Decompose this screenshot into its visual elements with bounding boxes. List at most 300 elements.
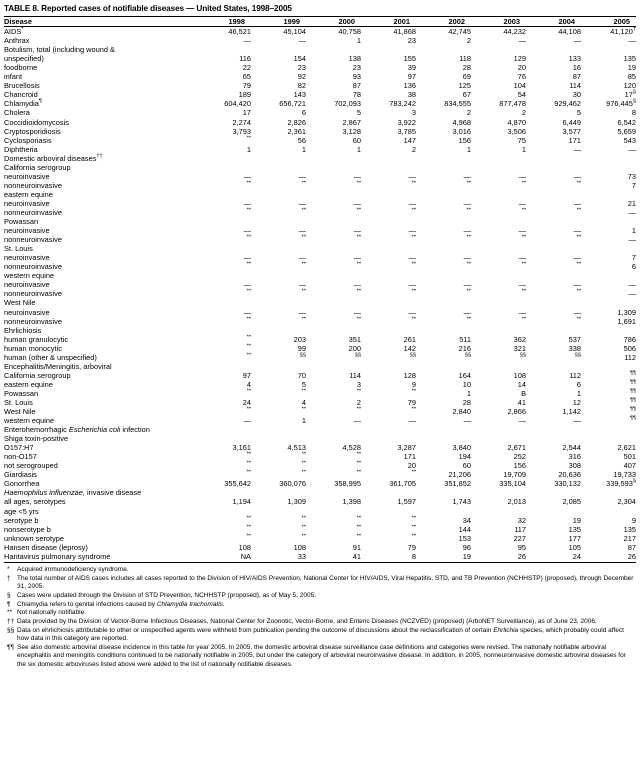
cell-2003: **: [521, 261, 526, 268]
disease-label: Coccidioidomycosis: [4, 117, 69, 127]
cell-2003: **: [521, 288, 526, 295]
disease-label: western equine: [4, 416, 55, 426]
disease-label: nonneuroinvasive: [4, 262, 62, 272]
table-bottom-rule: [4, 561, 636, 563]
cell-2002: 2,840: [452, 407, 471, 417]
cell-2001: 8: [411, 551, 416, 561]
table-row: [4, 90, 636, 99]
cell-2003: 321: [513, 343, 526, 353]
table-row: [4, 45, 636, 54]
cell-1999: 4: [301, 397, 306, 407]
table-row: [4, 63, 636, 72]
cell-2003: [471, 271, 526, 280]
cell-2001: **: [411, 180, 416, 187]
column-header-2003: 2003: [471, 17, 526, 27]
table-row: [4, 108, 636, 117]
cell-2000: **: [356, 316, 361, 323]
cell-1999: [251, 434, 306, 443]
footnote-text: Cases were updated through the Division of STD Prevention, NCHHSTP (proposed), as of May 5, 2005.: [17, 591, 317, 599]
cell-1999: [251, 488, 306, 497]
disease-label: unspecified): [4, 54, 44, 64]
cell-2005: 339,593§: [606, 478, 636, 489]
cell-2002: 3,016: [452, 126, 471, 136]
cell-2004: 338: [568, 343, 581, 353]
cell-2001: 2: [411, 144, 416, 154]
cell-2005: [581, 298, 636, 307]
cell-2002: 42,745: [448, 27, 471, 37]
cell-2005: ¶¶: [629, 370, 636, 377]
disease-label: Haemophilus influenzae, invasive disease: [4, 488, 142, 498]
cell-2001: 41,868: [393, 27, 416, 37]
cell-2000: **: [356, 288, 361, 295]
cell-1998: NA: [240, 551, 251, 561]
cell-2001: [361, 434, 416, 443]
cell-2005: [581, 190, 636, 199]
cell-2002: 834,555: [444, 99, 471, 109]
cell-1998: [196, 425, 251, 434]
disease-label: neuroinvasive: [4, 226, 50, 236]
cell-2005: ¶¶: [629, 406, 636, 413]
cell-1999: **: [301, 460, 306, 467]
cell-2004: 330,132: [554, 479, 581, 489]
table-row: [4, 280, 636, 289]
cell-1999: **: [301, 469, 306, 476]
table-row: [4, 407, 636, 416]
cell-2003: §§: [519, 352, 526, 359]
disease-label: Hansen disease (leprosy): [4, 542, 88, 552]
cell-1999: —: [298, 280, 306, 290]
disease-label: nonneuroinvasive: [4, 180, 62, 190]
table-page: [0, 4, 640, 775]
cell-1999: 56: [297, 135, 306, 145]
cell-1999: [251, 271, 306, 280]
cell-1998: [196, 434, 251, 443]
cell-2002: 96: [462, 542, 471, 552]
disease-label: human granulocytic: [4, 334, 69, 344]
cell-2001: [361, 154, 416, 163]
cell-2002: 60: [462, 461, 471, 471]
cell-2005: [581, 362, 636, 371]
cell-2005: 85: [627, 72, 636, 82]
cell-2001: 3: [411, 108, 416, 118]
disease-label: neuroinvasive: [4, 171, 50, 181]
footnote: [4, 575, 634, 592]
cell-2000: **: [356, 533, 361, 540]
cell-2000: —: [353, 226, 361, 236]
cell-1998: 22: [242, 63, 251, 73]
cell-2002: 511: [459, 334, 471, 344]
cell-2003: [471, 507, 526, 516]
cell-1998: [196, 190, 251, 199]
cell-2000: 93: [352, 72, 361, 82]
cell-2005: [581, 154, 636, 163]
table-row: [4, 244, 636, 253]
cell-2004: **: [576, 288, 581, 295]
cell-1999: [251, 298, 306, 307]
cell-2004: 6,449: [562, 117, 581, 127]
cell-2002: 10: [462, 379, 471, 389]
cell-2000: **: [356, 180, 361, 187]
cell-2003: —: [518, 36, 526, 46]
cell-2004: [526, 271, 581, 280]
disease-label: St. Louis: [4, 397, 33, 407]
table-row: [4, 344, 636, 353]
cell-2004: 177: [568, 533, 581, 543]
cell-2000: 1,398: [342, 497, 361, 507]
cell-2005: 8: [631, 108, 636, 118]
footnote-text: Acquired immunodeficiency syndrome.: [17, 565, 129, 573]
cell-2003: —: [518, 171, 526, 181]
cell-1999: 2,361: [287, 126, 306, 136]
cell-2004: [526, 163, 581, 172]
cell-2005: 112: [624, 352, 636, 362]
cell-2000: **: [356, 451, 361, 458]
footnote: [4, 644, 634, 669]
cell-2003: 156: [513, 461, 526, 471]
cell-2001: [361, 362, 416, 371]
cell-2001: 155: [403, 54, 416, 64]
cell-2004: —: [573, 253, 581, 263]
cell-1999: 4,513: [287, 443, 306, 453]
cell-1999: —: [298, 36, 306, 46]
cell-2001: **: [411, 316, 416, 323]
cell-2003: 362: [513, 334, 526, 344]
cell-2000: [306, 154, 361, 163]
cell-1998: 3,793: [232, 126, 251, 136]
cell-2003: 76: [517, 72, 526, 82]
cell-2004: 308: [568, 461, 581, 471]
cell-2000: [306, 298, 361, 307]
cell-2000: 3,128: [342, 126, 361, 136]
cell-1999: 70: [297, 370, 306, 380]
table-row: [4, 136, 636, 145]
cell-2005: —: [628, 289, 636, 299]
cell-1998: 3,161: [232, 443, 251, 453]
cell-2002: **: [466, 316, 471, 323]
table-row: [4, 298, 636, 307]
cell-2002: **: [466, 180, 471, 187]
disease-label: West Nile: [4, 298, 36, 308]
cell-2003: **: [521, 316, 526, 323]
cell-2004: [526, 488, 581, 497]
cell-2002: **: [466, 261, 471, 268]
cell-2003: 2,671: [507, 443, 526, 453]
cell-1999: **: [301, 515, 306, 522]
cell-2005: 2,621: [617, 443, 636, 453]
cell-2005: 21: [627, 198, 636, 208]
footnote: [4, 618, 634, 626]
cell-1998: **: [246, 451, 251, 458]
cell-2002: 2: [466, 108, 471, 118]
cell-2002: 153: [458, 533, 471, 543]
cell-2005: —: [628, 36, 636, 46]
cell-1999: [251, 326, 306, 335]
cell-2001: —: [408, 226, 416, 236]
cell-2002: **: [466, 234, 471, 241]
cell-2001: 171: [403, 452, 416, 462]
cell-2002: 351,852: [444, 479, 471, 489]
cell-2004: 1,142: [562, 407, 581, 417]
cell-2005: 26: [627, 551, 636, 561]
disease-label: Giardiasis: [4, 470, 37, 480]
cell-2000: **: [356, 406, 361, 413]
cell-2002: [416, 190, 471, 199]
cell-1998: [196, 488, 251, 497]
cell-2000: 87: [352, 81, 361, 91]
cell-1999: 33: [297, 551, 306, 561]
cell-2005: 1: [631, 226, 636, 236]
cell-2004: 3,577: [562, 126, 581, 136]
cell-1998: [196, 154, 251, 163]
cell-2000: 1: [356, 36, 361, 46]
cell-2003: 2,866: [507, 407, 526, 417]
cell-1999: **: [301, 533, 306, 540]
disease-label: Chlamydia¶: [4, 98, 42, 109]
table-row: [4, 262, 636, 271]
cell-2000: 23: [352, 63, 361, 73]
cell-2000: [306, 362, 361, 371]
cell-2002: —: [463, 198, 471, 208]
cell-1999: [251, 45, 306, 54]
cell-2003: 20: [517, 63, 526, 73]
cell-2003: 877,478: [499, 99, 526, 109]
cell-2001: [361, 45, 416, 54]
cell-2001: **: [411, 533, 416, 540]
cell-1999: 5: [301, 379, 306, 389]
cell-2003: [471, 425, 526, 434]
cell-2003: 95: [517, 542, 526, 552]
cell-2001: [361, 507, 416, 516]
cell-1998: 24: [242, 397, 251, 407]
table-row: [4, 516, 636, 525]
cell-2000: [306, 271, 361, 280]
cell-2002: 118: [459, 54, 471, 64]
cell-2004: §§: [574, 352, 581, 359]
cell-2005: 1,691: [617, 316, 636, 326]
cell-2003: 129: [513, 54, 526, 64]
disease-label: eastern equine: [4, 379, 53, 389]
cell-2000: [306, 190, 361, 199]
cell-1998: **: [246, 135, 251, 142]
cell-2000: 2,867: [342, 117, 361, 127]
cell-2002: [416, 425, 471, 434]
cell-2001: 3,785: [397, 126, 416, 136]
cell-2004: [526, 362, 581, 371]
cell-2002: 194: [458, 452, 471, 462]
cell-2003: B: [521, 388, 526, 398]
cell-2003: [471, 163, 526, 172]
column-header-2000: 2000: [306, 17, 361, 27]
disease-label: Powassan: [4, 388, 39, 398]
cell-2002: —: [463, 307, 471, 317]
footnote: [4, 566, 634, 574]
cell-2003: —: [518, 307, 526, 317]
table-row: [4, 488, 636, 497]
cell-2000: [306, 425, 361, 434]
cell-2000: —: [353, 307, 361, 317]
cell-2001: **: [411, 234, 416, 241]
cell-2003: —: [518, 253, 526, 263]
cell-1999: 154: [293, 54, 306, 64]
cell-2001: 3,922: [397, 117, 416, 127]
cell-2000: [306, 326, 361, 335]
cell-1999: [251, 507, 306, 516]
disease-label: neuroinvasive: [4, 280, 50, 290]
cell-2000: [306, 217, 361, 226]
cell-2002: 144: [458, 524, 471, 534]
cell-2002: 2: [466, 36, 471, 46]
cell-2001: **: [411, 469, 416, 476]
cell-2000: 78: [352, 90, 361, 100]
cell-1999: 99: [297, 343, 306, 353]
cell-1999: **: [301, 234, 306, 241]
cell-2002: [416, 163, 471, 172]
disease-label: serotype b: [4, 515, 39, 525]
table-row: [4, 479, 636, 488]
cell-2001: 97: [407, 72, 416, 82]
cell-2002: 216: [458, 343, 471, 353]
footnote-text: See also domestic arboviral disease incidence in this table for year 2005. In 2005, the domestic arboviral disease surveillance case definitions and categories were revised. The nationally notifiable arboviral encephalitis and meningitis conditions continued to be nationally notifiable in 2005, but under the category of arboviral neuroinvasive disease. In addition, in 2005, nonneuroinvasive domestic arboviral diseases for the six domestic arboviruses listed above were added to the list of nationally notifiable diseases.: [17, 643, 626, 668]
cell-2004: 112: [569, 370, 581, 380]
disease-label: Shiga toxin-positive: [4, 434, 69, 444]
cell-2000: 60: [352, 135, 361, 145]
cell-2003: 2: [521, 108, 526, 118]
cell-2005: [581, 217, 636, 226]
disease-label: Ehrlichiosis: [4, 325, 42, 335]
footnote-text: The total number of AIDS cases includes all cases reported to the Division of HIV/AIDS Prevention, National Center for HIV/AIDS, Viral Hepatitis, STD, and TB Prevention (NCHHSTP) (proposed), through December 31, 2005.: [17, 574, 634, 590]
cell-2005: 6,542: [617, 117, 636, 127]
footnote-text: Not nationally notifiable.: [17, 609, 87, 617]
table-row: [4, 72, 636, 81]
cell-2004: —: [573, 36, 581, 46]
cell-1999: [251, 425, 306, 434]
cell-2002: 67: [462, 90, 471, 100]
disease-label: nonneuroinvasive: [4, 235, 62, 245]
cell-1999: 23: [297, 63, 306, 73]
table-row: [4, 443, 636, 452]
cell-1998: [196, 362, 251, 371]
cell-2004: 87: [572, 72, 581, 82]
cell-2000: 3: [356, 379, 361, 389]
disease-label: infant: [4, 72, 23, 82]
cell-1998: **: [246, 533, 251, 540]
table-row: [4, 434, 636, 443]
cell-2001: —: [408, 307, 416, 317]
cell-2003: 54: [517, 90, 526, 100]
cell-2001: [361, 271, 416, 280]
cell-2003: [471, 488, 526, 497]
cell-1998: 1,194: [232, 497, 251, 507]
cell-2002: 1: [466, 144, 471, 154]
table-row: [4, 54, 636, 63]
cell-1998: [196, 45, 251, 54]
disease-label: human (other & unspecified): [4, 352, 97, 362]
cell-2002: —: [463, 416, 471, 426]
cell-2004: **: [576, 234, 581, 241]
disease-label: AIDS*: [4, 26, 24, 37]
table-row: [4, 190, 636, 199]
cell-2005: [581, 271, 636, 280]
cell-2003: 227: [513, 533, 526, 543]
cell-2003: [471, 298, 526, 307]
cell-2005: ¶¶: [629, 415, 636, 422]
table-row: [4, 552, 636, 561]
cell-2005: 41,120†: [610, 26, 636, 37]
cell-1998: **: [246, 515, 251, 522]
cell-1999: **: [301, 524, 306, 531]
cell-1998: **: [246, 388, 251, 395]
footnote: [4, 592, 634, 600]
table-row: [4, 172, 636, 181]
disease-label: nonserotype b: [4, 524, 51, 534]
table-row: [4, 235, 636, 244]
cell-1999: —: [298, 226, 306, 236]
cell-2003: [471, 217, 526, 226]
cell-2000: —: [353, 253, 361, 263]
table-row: [4, 217, 636, 226]
cell-2000: 2: [356, 397, 361, 407]
cell-2000: **: [356, 469, 361, 476]
cell-2001: 128: [403, 370, 416, 380]
table-row: [4, 154, 636, 163]
disease-label: Anthrax: [4, 36, 30, 46]
disease-label: St. Louis: [4, 244, 33, 254]
cell-2002: [416, 326, 471, 335]
cell-2004: [526, 326, 581, 335]
disease-label: unknown serotype: [4, 533, 64, 543]
disease-label: nonneuroinvasive: [4, 207, 62, 217]
cell-2002: §§: [464, 352, 471, 359]
cell-1998: **: [246, 334, 251, 341]
cell-2002: 28: [462, 63, 471, 73]
cell-2003: —: [518, 416, 526, 426]
cell-1998: [196, 271, 251, 280]
cell-2000: 40,758: [338, 27, 361, 37]
cell-2001: —: [408, 198, 416, 208]
cell-2000: [306, 434, 361, 443]
table-row: [4, 534, 636, 543]
disease-label: eastern equine: [4, 189, 53, 199]
table-row: [4, 371, 636, 380]
cell-2001: [361, 425, 416, 434]
cell-2003: —: [518, 226, 526, 236]
table-row: [4, 425, 636, 434]
table-row: [4, 181, 636, 190]
disease-label: neuroinvasive: [4, 307, 50, 317]
column-header-disease: Disease: [4, 17, 196, 27]
cell-2005: [581, 244, 636, 253]
cell-2005: —: [628, 207, 636, 217]
cell-1998: —: [243, 36, 251, 46]
cell-2005: [581, 488, 636, 497]
cell-1999: **: [301, 288, 306, 295]
notifiable-diseases-table: [4, 16, 636, 563]
cell-2003: —: [518, 280, 526, 290]
cell-2004: 133: [568, 54, 581, 64]
cell-1999: 6: [301, 108, 306, 118]
disease-label: Hantavirus pulmonary syndrome: [4, 551, 111, 561]
cell-2004: [526, 298, 581, 307]
cell-1999: 92: [297, 72, 306, 82]
table-row: [4, 461, 636, 470]
table-row: [4, 335, 636, 344]
cell-1999: 108: [293, 542, 306, 552]
disease-label: nonneuroinvasive: [4, 316, 62, 326]
cell-2005: 506: [623, 343, 636, 353]
cell-2004: 537: [568, 334, 581, 344]
cell-2001: 361,705: [389, 479, 416, 489]
cell-2005: 17§: [624, 89, 636, 100]
